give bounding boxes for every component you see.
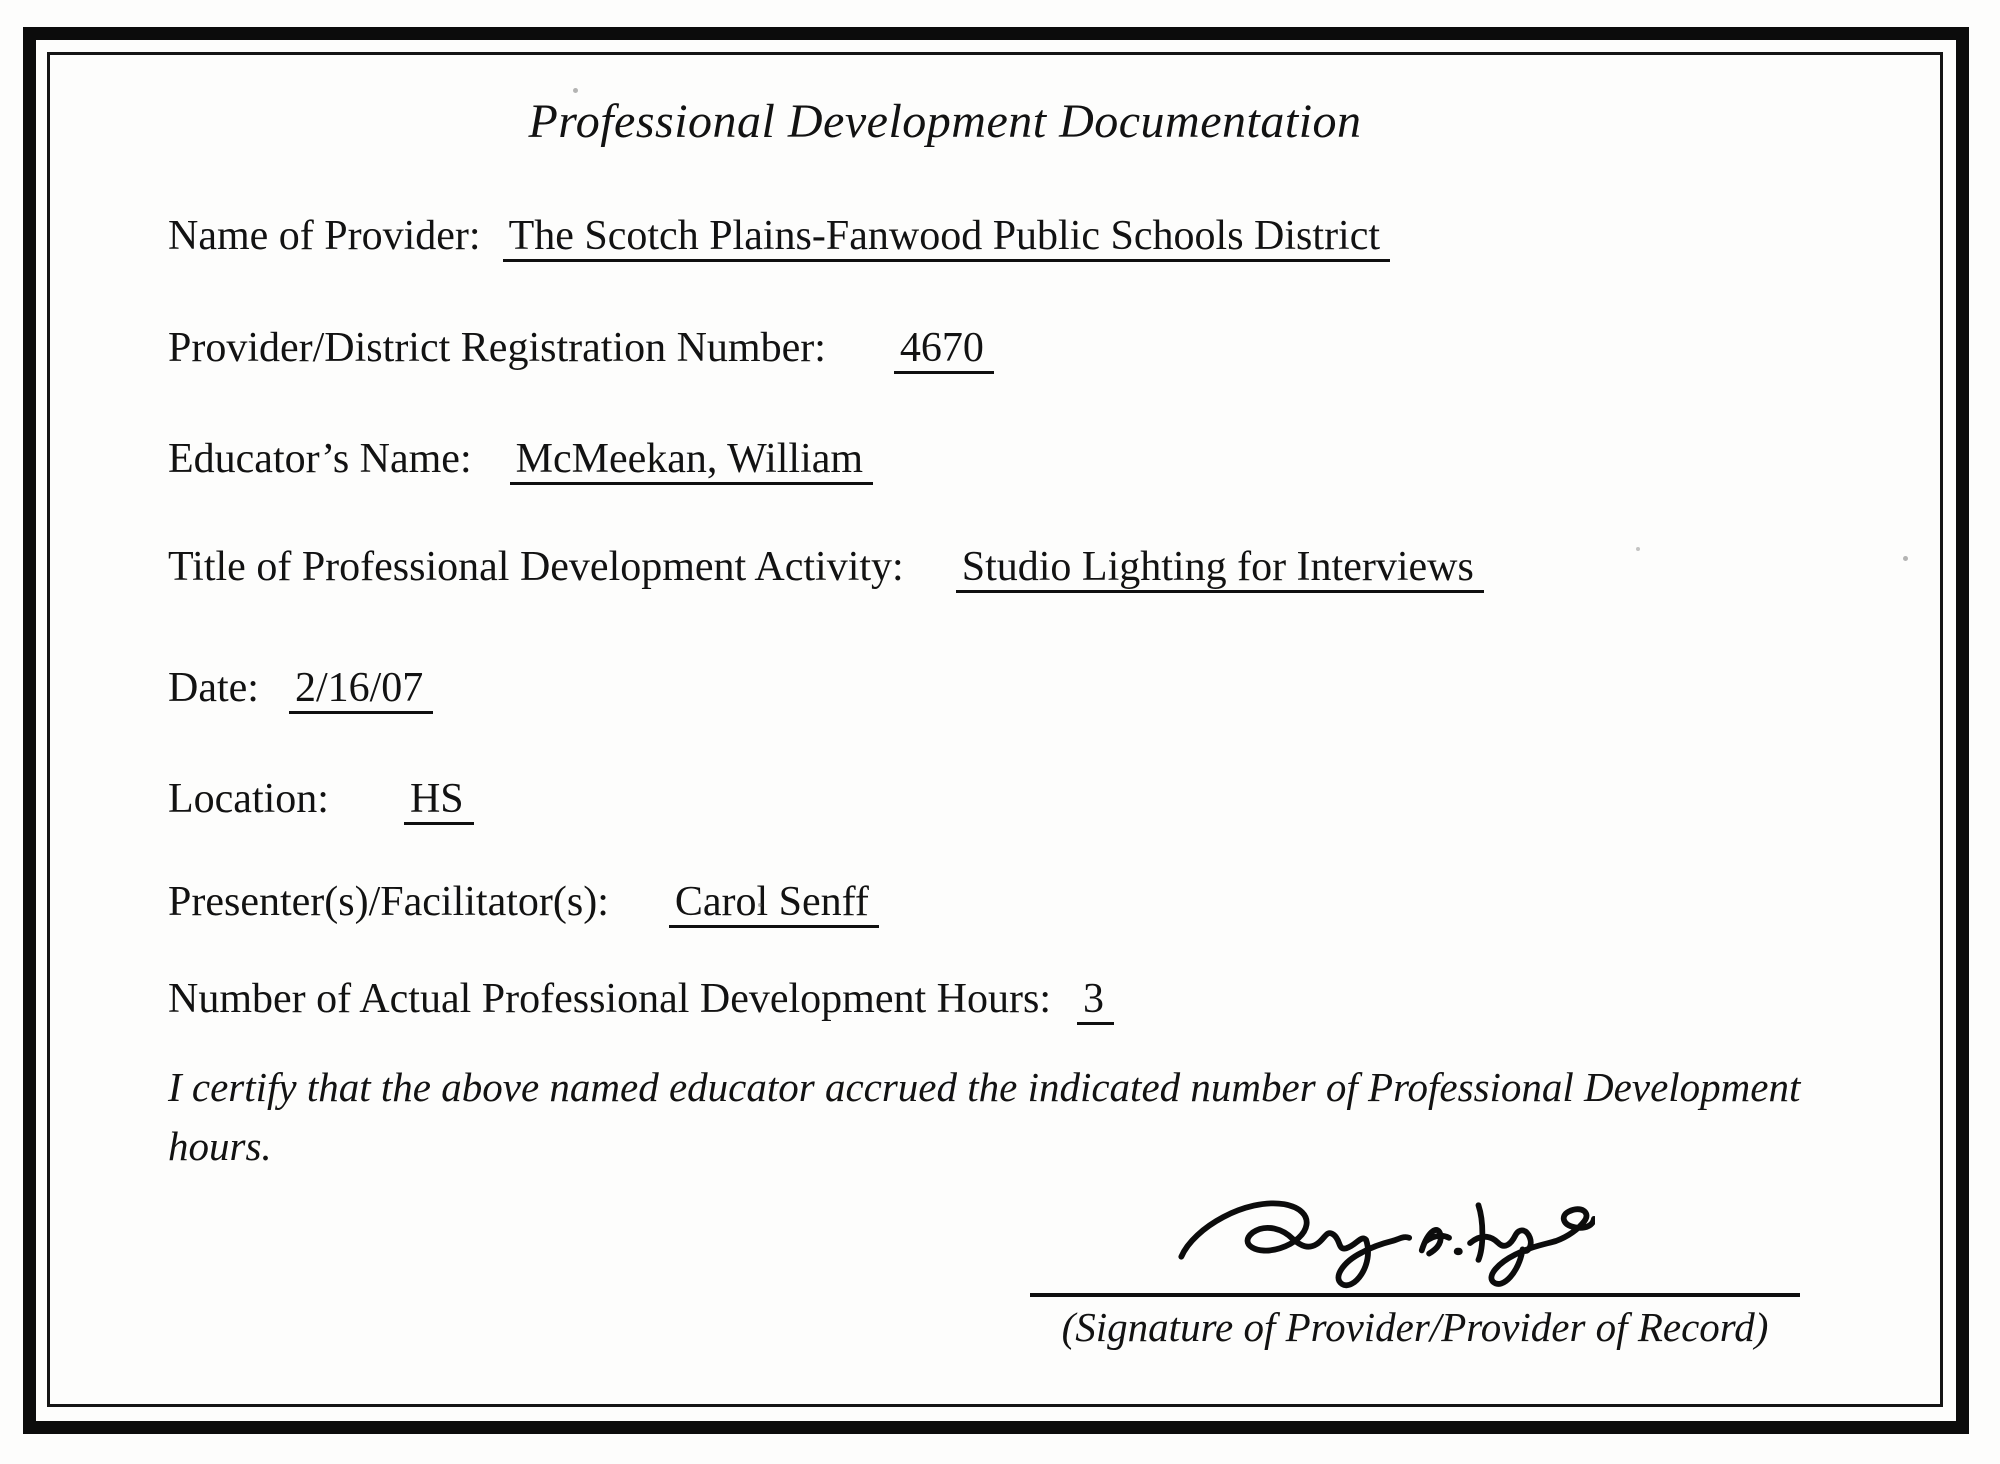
field-label: Provider/District Registration Number: <box>168 325 826 371</box>
field-label: Title of Professional Development Activity: <box>168 544 904 590</box>
field-value-underlined: 4670 <box>894 327 994 374</box>
field-label: Number of Actual Professional Development Hours: <box>168 976 1051 1022</box>
field-value-underlined: The Scotch Plains-Fanwood Public Schools District <box>503 215 1390 262</box>
document-title: Professional Development Documentation <box>528 95 1362 148</box>
signature-caption: (Signature of Provider/Provider of Record) <box>1061 1304 1769 1350</box>
field-name-of-provider <box>168 215 1390 262</box>
field-value-underlined: HS <box>404 778 474 825</box>
field-value-underlined: McMeekan, William <box>510 438 873 485</box>
field-label: Name of Provider: <box>168 213 481 259</box>
field-label: Location: <box>168 776 329 822</box>
field-presenters <box>168 881 879 928</box>
field-registration-number <box>168 327 994 374</box>
field-value-underlined: Carol Senff <box>669 881 879 928</box>
field-pd-hours <box>168 978 1114 1025</box>
certification-statement: I certify that the above named educator accrued the indicated number of Professional Development hours. <box>168 1064 1801 1170</box>
field-value-underlined: Studio Lighting for Interviews <box>956 546 1484 593</box>
field-date <box>168 667 433 714</box>
scan-speck <box>1903 556 1908 561</box>
signature-handwriting <box>1175 1188 1595 1296</box>
field-value-underlined: 3 <box>1077 978 1114 1025</box>
field-label: Presenter(s)/Facilitator(s): <box>168 879 609 925</box>
signature-line <box>1030 1293 1800 1297</box>
scan-speck <box>1636 547 1640 551</box>
scan-speck <box>573 88 578 93</box>
scan-speck <box>758 903 762 907</box>
field-location <box>168 778 474 825</box>
field-activity-title <box>168 546 1484 593</box>
field-label: Educator’s Name: <box>168 436 472 482</box>
field-value-underlined: 2/16/07 <box>289 667 433 714</box>
field-educators-name <box>168 438 873 485</box>
field-label: Date: <box>168 665 259 711</box>
